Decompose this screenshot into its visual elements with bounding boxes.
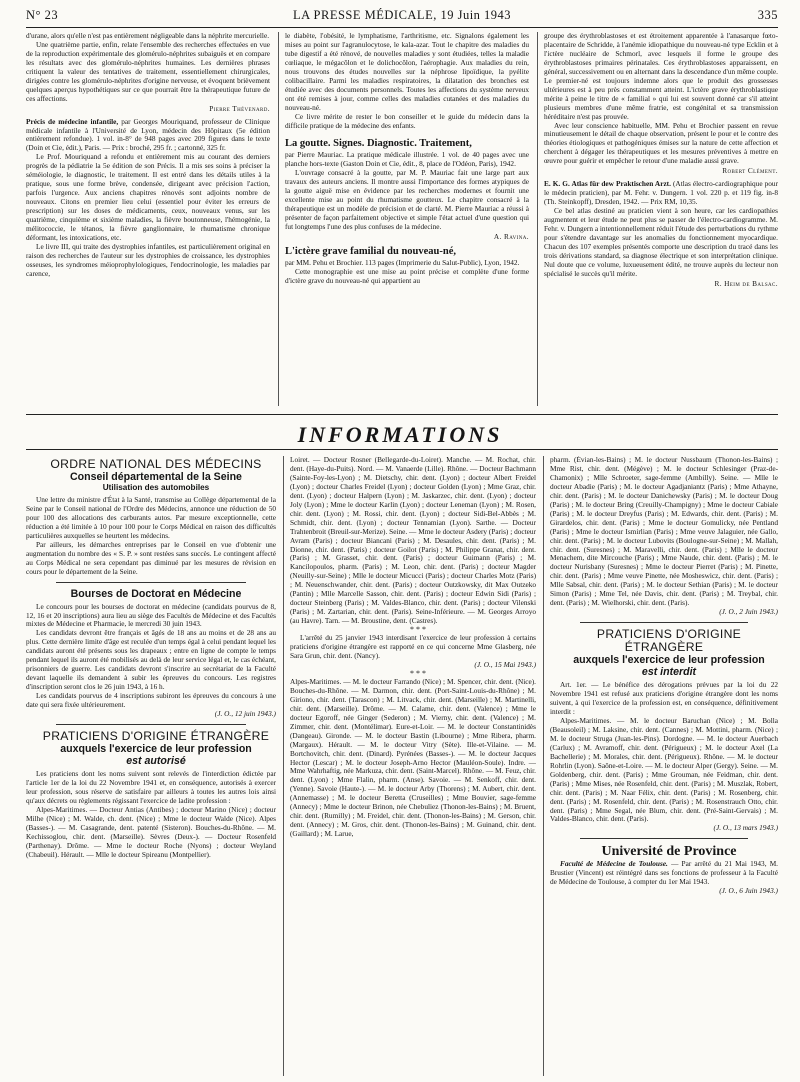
review-title: E. K. G. Atlas für dew Praktischen Arzt. xyxy=(544,179,671,189)
review-signature: R. Heim de Balsac. xyxy=(714,278,778,288)
paragraph: L'ouvrage consacré à la goutte, par M. P. Mauriac fait une large part aux travaux des auteurs anciens. Il montre aussi l'importance des formes atypiques de la goutte aiguë mise en évidence par les recherches modernes et fournit une excellente mise au point du rhumatisme goutteux. Le chapitre consacré à la thérapeutique est un modèle de précision et de clarté. M. Pierre Mauriac a réussi à présenter de façon parfaitement objective et simple l'état actuel d'une question qui fut longtemps l'une des plus confuses de la médecine. xyxy=(285,168,529,232)
section-rule xyxy=(26,414,778,415)
review-title: L'ictère grave familial du nouveau-né, xyxy=(285,246,456,258)
page-number: 335 xyxy=(757,8,778,22)
source-reference: (J. O., 2 Juin 1943.) xyxy=(719,607,778,617)
source-reference: (J. O., 12 juin 1943.) xyxy=(214,709,276,719)
practitioner-list: Alpes-Maritimes. — M. le docteur Farrando (Nice) ; M. Spencer, chir. dent. (Nice). Bouches-du-Rhône. — M. Darmon, chir. dent. (Port-Saint-Louis-du-Rhône) ; M. Giriono, chir. dent. (Tarascon) ; M. Litvack, chir. dent. (Marseille) ; M. Martinelli, chir. dent. (Marseille). Drôme. — M. Calame, chir. dent. (Valence) ; Mme le docteur Egoroff, née Ginger (Sederon) ; M. Vierny, chir. dent. (Valence) ; M. Zimmer, chir. dent. (Montélimar). Eure-et-Loir. — M. le docteur Constantinidès (Dangeau). Gironde. — M. le docteur Bastin (Libourne) ; Mme Ribera, pharm. (Margaux). Hérault. — M. le docteur Vitry (Sète). Ille-et-Vilaine. — M. Bortchovitch, chir. dent. (Dinard). Pyrénées (Basses-). — M. le docteur Jacques Hector (Lescar) ; M. le docteur Joseph-Arno Hector (Mauléon-Soule). Indre. — Mme Wahrhaftig, née Markuza, chir. dent. (Saint-Marcel). Rhône. — M. Feuz, chir. dent. (Lyon) ; Mme Flalin, pharm. (Anse). Savoie. — M. Senkoff, chir. dent. (Yenne). Savoie (Haute-). — M. le docteur Arby (Thorens) ; M. Aubert, chir. dent. (Annemasse) ; M. le docteur Beretta (Cruseilles) ; Mme Bouvier, sage-femme (Annecy) ; Mme le docteur Brinon, née Chebuliez (Thonon-les-Bains) ; M. Bruent, chir. dent. (Rumilly) ; M. Freidel, chir. dent. (Thonon-les-Bains) ; M. Gerson, chir. dent. (Annecy) ; M. Gros, chir. dent. (Thonon-les-Bains) ; M. Guinand, chir. dent. (Gaillard) ; M. Larue, xyxy=(290,676,536,839)
source-reference: (J. O., 13 mars 1943.) xyxy=(713,823,778,833)
review-reference: par Pierre Mauriac. La pratique médicale illustrée. 1 vol. de 40 pages avec une planche hors-texte (Gaston Doin et Cie, édit., 8, place de l'Odéon, Paris), 1942. xyxy=(285,150,529,169)
paragraph: Par ailleurs, les démarches entreprises par le Conseil en vue d'obtenir une augmentation du nombre des « S. P. » sont restées sans succès. Le contingent affecté au Corps Médical ne sera cependant pas diminué par les mesures de révision en cours pour le département de la Seine. xyxy=(26,539,276,576)
announcement-body: — Par arrêté du 21 Mai 1943, M. Brustier (Vincent) est réintégré dans ses fonctions de professeur à la Faculté de Médecine de Toulouse, à compter du 1er Mai 1943. xyxy=(550,859,778,887)
paragraph: Avec leur conscience habituelle, MM. Pehu et Brochier passent en revue minutieusement le détail de chaque observation, présent le pour et le contre des théories étiologiques et pathogéniques émises sur la nature de cette affection et cherchent à dégager les thérapeutiques et les mesures préventives à mettre en œuvre pour guérir et empêcher le retour d'une maladie aussi grave. xyxy=(544,120,778,166)
section-subheading: est interdit xyxy=(641,666,697,679)
paragraph: Les praticiens dont les noms suivent sont relevés de l'interdiction édictée par l'article 1er de la loi du 22 Novembre 1941 et, en conséquence, autorisés à exercer leur profession, sous réserve de satisfaire par ailleurs à toutes les autres lois ainsi qu'aux décrets ou règlements régissant l'exercice de ladite profession : xyxy=(26,768,276,805)
review-reference: par MM. Pehu et Brochier. 113 pages (Imprimerie du Salut-Public), Lyon, 1942. xyxy=(285,258,520,268)
top-column-3 xyxy=(544,32,778,408)
paragraph: d'urane, alors qu'elle n'est pas entièrement négligeable dans la néphrite mercurielle. xyxy=(26,32,270,40)
paragraph: Ce livre mérite de rester le bon conseiller et le guide du médecin dans la difficile pratique de la médecine des enfants. xyxy=(285,111,529,130)
paragraph: Cette monographie est une mise au point précise et complète d'une forme d'ictère grave du nouveau-né qui appartient au xyxy=(285,266,529,285)
review-reference: par Georges Mouriquand, professeur de Clinique médicale infantile à l'Université de Lyon, médecin des Hôpitaux (5e édition entièrement refondue). 1 vol. in-8° de 948 pages avec 209 figures dans le texte (Doin et Cie, édit.), Paris. — Prix : broché, 295 fr. ; cartonné, 325 fr. xyxy=(26,116,270,153)
paragraph: Le livre III, qui traite des dystrophies infantiles, est particulièrement original en raison des recherches de l'auteur sur les dystrophies de croissance, les dystrophies osseuses, les syndromes méioprophylologiques, l'endocrinologie, les maladies par carence, xyxy=(26,241,270,278)
paragraph: le diabète, l'obésité, le lymphatisme, l'arthritisme, etc. Signalons également les mises au point sur l'agranulocytose, le kala-azar. Tout le chapitre des maladies du tube digestif a été rénové, de nouvelles maladies y sont étudiées, telles la maladie cœliaque, le mégacôlon et le dolichocôlon, l'aérophagie. Aux maladies du rein, nous trouvons des études nouvelles sur la néphrose lipoïdique, la pyélite colibacillaire. Parmi les maladies respiratoires, la dilatation des bronches est étudiée avec des documents personnels. Toutes les affections du système nerveux ont été remises à jour, comme celles des maladies cutanées et des maladies du nouveau-né. xyxy=(285,32,529,112)
practitioner-list: Alpes-Maritimes. — M. le docteur Baruchan (Nice) ; M. Bolla (Beausoleil) ; M. Laksine, chir. dent. (Cannes) ; M. Mottini, pharm. (Nice) ; M. le docteur Struga (Juan-les-Pins). Dordogne. — M. le docteur Auerbach (Carlux) ; M. Avramoff, chir. dent. (Périgueux) ; M. le docteur Axel (La Bachellerie) ; M. Morales, chir. dent. (Périgueux). Rhône. — M. le docteur Rohrlin (Lyon). Saône-et-Loire. — M. le docteur Alper (Gergy). Seine. — M. Goldenberg, chir. dent. (Paris) ; Mme Grouman, née Feidman, chir. dent. (Paris) ; Mme Mises, née Rosenfeld, chir. dent. (Paris) ; M. Muszlak, Robert, chir. dent. (Paris) ; M. Naar Félix, chir. dent. (Paris) ; M. Rosenberg, chir. dent. (Paris) ; M. Rosenfeld, chir. dent. (Paris) ; M. Rosenstrauch Otto, chir. dent. (Paris) ; Mme Segal, née Blum, chir. dent. (Pré-Saint-Gervais) ; M. Valdes-Blanco, chir. dent. (Paris). xyxy=(550,715,778,824)
info-column-2 xyxy=(290,456,536,1076)
info-column-1 xyxy=(26,456,276,1076)
section-heading: PRATICIENS D'ORIGINE ÉTRANGÈRE xyxy=(596,627,742,655)
section-heading: PRATICIENS D'ORIGINE ÉTRANGÈRE xyxy=(42,728,270,743)
paragraph: groupe des érythroblastoses et est étroitement apparentée à l'anasarque fœto-placentaire de Schridde, à l'anémie idiopathique du nouveau-né type Ecklin et à l'ictère nucléaire de Schmorl, avec lesquels il forme le groupe des érythroblastoses primaires périnatales. Ces érythroblastoses apparaissent, en général, successivement ou en alternant dans la descendance d'un même couple. Le premier-né est toujours indemne alors que le produit des grossesses ultérieures est à peu près constamment atteint. L'ictère grave érythroblastique mérite à peine le titre de « familial » qui lui est souvent donné car s'il atteint plusieurs membres d'une même fratrie, est congénital et sa transmission héréditaire n'est pas prouvée. xyxy=(544,32,778,121)
paragraph: L'arrêté du 25 janvier 1943 interdisant l'exercice de leur profession à certains praticiens d'origine étrangère est rapporté en ce qui concerne Mme Glasberg, née Sara Grun, chir. dent. (Nancy). xyxy=(290,633,536,661)
paragraph: Les candidats pourvus de 4 inscriptions subiront les épreuves du concours à une date qui sera fixée ultérieurement. xyxy=(26,691,276,710)
section-subheading: est autorisé xyxy=(126,754,186,767)
column-divider xyxy=(543,456,544,1076)
review-title: La goutte. Signes. Diagnostic. Traitement, xyxy=(285,138,472,150)
paragraph: Le concours pour les bourses de doctorat en médecine (candidats pourvus de 8, 12, 16 et 20 inscriptions) aura lieu au siège des Facultés de Médecine et des Facultés mixtes de Médecine et Pharmacie, le mercredi 30 juin 1943. xyxy=(26,601,276,629)
issue-number: N° 23 xyxy=(26,8,59,22)
paragraph: Le Prof. Mouriquand a refondu et entièrement mis au courant des derniers progrès de la pédiatrie la 5e édition de son Précis. Il a mis ses soins à préciser la séméiologie, le diagnostic, le traitement. Il est entré dans les détails utiles à la pratique, sous une forme brève, condensée, dirigeant avec précision l'action, parfois l'urgence. Aux anciens chapitres rénovés sont adjoints nombre de nouveaux. Citons en premier lieu celui (essentiel pour éviter les erreurs de prescription) sur les doses de médicaments, ceux, nouveaux venus, sur les quatrième, cinquième et sixième maladies, la fièvre boutonneuse, l'hémogénie, la mélitococcie, le tétanos, la fièvre ganglionnaire, le rhumatisme chronique déformant, les intoxications, etc. xyxy=(26,152,270,242)
paragraph: Une quatrième partie, enfin, relate l'ensemble des recherches effectuées en vue de la reproduction expérimentale des glomérulo-néphrites subaiguës et en compare les résultats avec des glomérulo-néphrites humaines. Les dernières phrases critiquent la valeur des tentatives de traitement, essentiellement chirurgicales, dirigées contre les glomérulo-néphrites d'origine nerveuse, et évoquent brièvement quelques aperçus hypothétiques sur ce que pourrait être la thérapeutique future de ces affections. xyxy=(26,39,270,103)
header-rule xyxy=(26,27,778,28)
paragraph: Ce bel atlas destiné au praticien vient à son heure, car les cardiopathies augmentent et leur étude ne peut plus se passer de l'électro-cardiogramme. M. Fehr. v. Dungern a intentionnellement réduit l'étude des perturbations du rythme pour s'étendre davantage sur les anomalies du fonctionnement myocardique. Chacun des 107 exemples présentés comporte une description du tracé dans les trois dérivations standard, sa diagnose électrique et son interprétation clinique. Nul doute que ce volume, luxueusement édité, ne trouve auprès du lecteur non spécialisé le succès qu'il mérite. xyxy=(544,206,778,278)
separator xyxy=(56,582,246,583)
journal-title: LA PRESSE MÉDICALE, 19 Juin 1943 xyxy=(292,8,512,22)
review-signature: A. Ravina. xyxy=(493,232,529,242)
separator xyxy=(580,838,748,839)
running-header xyxy=(26,8,778,26)
practitioner-list: Alpes-Maritimes. — Docteur Antias (Antibes) ; docteur Marino (Nice) ; docteur Milhe (Nice) ; M. Walde, ch. dent. (Nice) ; Mme le docteur Walde (Nice). Alpes (Basses-). — M. Casagrande, dent. patenté (Sisteron). Bouches-du-Rhône. — M. Kechissoglou, chir. dent. (Marseille). Sèvres (Deux-). — Docteur Rosenfeld (Parthenay). Drôme. — Mme le docteur Roche (Nyons) ; docteur Weyland (Chabeuil). Hérault. — Mlle le docteur Spireanu (Montpellier). xyxy=(26,804,276,859)
section-subheading: Conseil départemental de la Seine xyxy=(70,471,242,483)
practitioner-list: Loiret. — Docteur Rosner (Bellegarde-du-Loiret). Manche. — M. Rochat, chir. dent. (Haye-du-Puits). Nord. — M. Vanaerde (Lille). Rhône. — Docteur Bachmann (Sainte-Foy-les-Lyon) ; M. Dietschy, chir. dent. (Lyon) ; docteur Albert Freidel (Lyon) ; docteur Charles Freidel (Lyon) ; docteur Golden (Lyon) ; Mme Graz, chir. dent. (Lyon) ; docteur Halpern (Lyon) ; M. Jaskarzec, chir. dent. (Lyon) ; docteur Joly (Lyon) ; Mme le docteur Karlin (Lyon) ; docteur Leneman (Lyon) ; M. Rosen, chir. dent. (Lyon) ; M. Rossi, chir. dent. (Lyon) ; docteur Sidi-Bel-Abbès ; M. Schmidt, chir. dent. (Lyon) ; docteur Tennamian (Lyon). Sarthe. — Docteur Trahtenbroit (Breuil-sur-Merize). Seine. — Mme le docteur Asdery (Paris) ; docteur Avram (Paris) ; docteur Biancani (Paris) ; M. Desaules, chir. dent. (Paris) ; M. Dionne, chir. dent. (Paris) ; docteur Goilot (Paris) ; M. Philippe Granat, chir. dent. (Paris) ; M. Grasset, chir. dent. (Paris) ; docteur Guimann (Paris) ; M. Kancilopoulos, pharm. (Paris) ; M. Leon, chir. dent. (Paris) ; docteur Magder (Neuilly-sur-Seine) ; Mlle le docteur Micucci (Paris) ; docteur Charles Motz (Paris) ; M. Neuenschwander, chir. dent. (Paris) ; docteur Outzkowsky, dit Max Outzeko (Pantin) ; Mlle Marcelle Sasson, chir. dent. (Paris) ; docteur Edwin Sidi (Paris) ; docteur Steinberg (Paris) ; M. Valdes-Blanco, chir. dent. (Paris) ; docteur Vilenski (Paris) ; M. Zartarian, chir. dent. (Paris). Seine-Inférieure. — M. Georges Arroyo (au Havre). Tarn. — M. Broustine, dent. (Castres). xyxy=(290,456,536,626)
top-column-2 xyxy=(285,32,529,408)
separator xyxy=(580,622,748,623)
paragraph: Une lettre du ministre d'État à la Santé, transmise au Collège départemental de la Seine par le Conseil national de l'Ordre des Médecins, annonce une réduction de 50 pour 100 des allocations des carburants autos. Par mesure exceptionnelle, cette réduction a été limitée à 10 pour 100 pour le Corps Médical en raison des difficultés particulières auxquelles se heurtent les médecins. xyxy=(26,495,276,540)
review-title: Précis de médecine infantile, xyxy=(26,116,119,126)
column-divider xyxy=(278,32,279,406)
top-column-1 xyxy=(26,32,270,408)
separator-stars: * * * xyxy=(410,625,426,635)
section-subheading: auxquels l'exercice de leur profession xyxy=(573,654,765,667)
column-divider xyxy=(283,456,284,1076)
review-reference: (Atlas électro-cardiographique pour le médecin praticien), par M. Fehr. v. Dungern. 1 vol. 220 p. et 119 fig. in-8 (Th. Steinkopff), Dresden, 1942. — Prix RM, 10,35. xyxy=(544,179,778,207)
review-signature: Pierre Thévenard. xyxy=(209,103,270,113)
paragraph: Les candidats devront être français et âgés de 18 ans au moins et de 28 ans au plus. Cette dernière limite d'âge est reculée d'un temps égal à celui pendant lequel les candidats auront été présents sous les drapeaux ; entre en ligne de compte le temps pendant lequel ils auront été mobilisés au delà de leur service légal et, le cas échéant, prisonniers de guerre. Les candidats devront s'inscrire au secrétariat de la Faculté devant laquelle ils demandent à subir les épreuves du concours. Les registres d'inscription seront clos le 26 juin 1943, à 16 h. xyxy=(26,628,276,692)
info-column-3 xyxy=(550,456,778,1076)
section-heading: ORDRE NATIONAL DES MÉDECINS xyxy=(50,457,262,471)
paragraph: Art. 1er. — Le bénéfice des dérogations prévues par la loi du 22 Novembre 1941 est refusé aux praticiens d'origine étrangère dont les noms suivent, à qui l'exercice de la profession est, en conséquence, définitivement interdit : xyxy=(550,680,778,717)
column-divider xyxy=(537,32,538,406)
informations-heading: INFORMATIONS xyxy=(297,422,503,447)
practitioner-list: pharm. (Évian-les-Bains) ; M. le docteur Nussbaum (Thonon-les-Bains) ; Mme Rist, chir. dent. (Mégève) ; M. le docteur Schlesinger (Praz-de-Chamonix) ; Mlle Schroeter, sage-femme (Ambilly). Seine. — Mlle le docteur Abadie (Paris) ; M. le docteur Agadjaniantz (Paris) ; Mme Athayne, chir. dent. (Paris) ; M. le docteur Danichewsky (Paris) ; M. le docteur Doug (Paris) ; M. le docteur Bring (Creuilly-Champigny) ; Mme le docteur Cabiale (Paris) ; M. le docteur Dreyfus (Paris) ; M. Edwards, chir. dent. (Paris) ; M. Girardelos, chir. dent. (Paris) ; Mme le docteur Gomulicky, née Pentland (Paris) ; Mme le docteur Ismirlian (Paris) ; Mme veuve Jalaguier, née Gallo, chir. dent. (Paris) ; M. le docteur Lubovits (Boulogne-sur-Seine) ; M. Mallah, chir. dent. (Suresnes) ; M. Maravelli, chir. dent. (Paris) ; Mlle le docteur Menachem, dite Mircouche (Paris) ; Mme Naude, chir. dent. (Paris) ; M. le docteur Nurisbany (Suresnes) ; Mme le docteur Pierret (Paris) ; M. Pinette, chir. dent. (Paris) ; Mme veuve Pinette, née Mosheswicz, chir. dent. (Paris) ; Mlle Sabsal, chir. dent. (Paris) ; M. le docteur Sethian (Paris) ; M. le docteur Simon (Paris) ; Mme Tel, née Davis, chir. dent. (Paris) ; M. Treybal, chir. dent. (Paris) ; M. Wielhorski, chir. dent. (Paris). xyxy=(550,456,778,608)
section-subheading: Utilisation des automobiles xyxy=(102,483,210,492)
source-reference: (J. O., 15 Mai 1943.) xyxy=(474,659,536,669)
announcement-title: Faculté de Médecine de Toulouse. xyxy=(560,859,668,869)
section-heading: Université de Province xyxy=(601,844,737,860)
section-heading: Bourses de Doctorat en Médecine xyxy=(70,587,242,600)
source-reference: (J. O., 6 Juin 1943.) xyxy=(719,886,778,896)
separator xyxy=(56,724,246,725)
separator-stars: * * * xyxy=(410,668,426,678)
review-signature: Robert Clément. xyxy=(722,166,778,176)
section-subheading: auxquels l'exercice de leur profession xyxy=(60,742,252,755)
section-rule xyxy=(26,449,778,450)
